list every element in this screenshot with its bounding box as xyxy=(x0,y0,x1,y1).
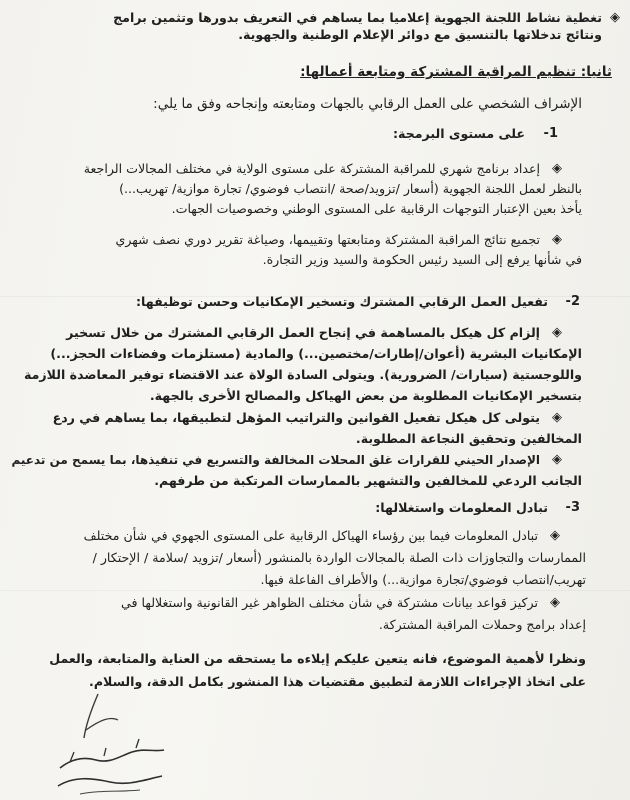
bullet-line: تركيز قواعد بيانات مشتركة في شأن مختلف الظواهر غير القانونية واستغلالها في xyxy=(121,595,538,610)
item-heading: على مستوى البرمجة: xyxy=(392,126,525,141)
bullet-icon: ◈ xyxy=(552,161,562,176)
bullet-icon: ◈ xyxy=(550,595,560,610)
bullet-line: يتولى كل هيكل تفعيل القوانين والتراتيب المؤهل لتطبيقها، بما يساهم في ردع xyxy=(52,410,540,425)
bullet-line: بتسخير الإمكانيات المطلوبة من بعض الهياكل والمصالح الأخرى بالجهة. xyxy=(149,388,582,403)
bullet-line: إعداد برنامج شهري للمراقبة المشتركة على مستوى الولاية في مختلف المجالات الراجعة xyxy=(83,161,540,176)
closing-line: على اتخاذ الإجراءات اللازمة لتطبيق مقتضيات هذا المنشور بكامل الدقة، والسلام. xyxy=(89,674,586,689)
bullet-line: واللوجستية (سيارات/ الضرورية). ويتولى السادة الولاة عند الاقتضاء توفير المعاضدة اللازمة xyxy=(24,367,582,382)
item-number: -2 xyxy=(565,294,580,309)
bullet-icon: ◈ xyxy=(552,410,562,425)
signature-image xyxy=(40,690,200,800)
intro-line: تغطية نشاط اللجنة الجهوية إعلاميا بما يساهم في التعريف بدورها وتثمين برامج xyxy=(113,10,602,25)
bullet-line: المخالفين وتحقيق النجاعة المطلوبة. xyxy=(355,431,582,446)
bullet-line: تبادل المعلومات فيما بين رؤساء الهياكل الرقابية على المستوى الجهوي في شأن مختلف xyxy=(83,528,538,543)
bullet-icon: ◈ xyxy=(610,10,620,25)
bullet-line: الجانب الردعي للمخالفين والتشهير بالممارسات المرتكبة من طرفهم. xyxy=(154,473,582,488)
bullet-line: الإصدار الحيني للقرارات غلق المحلات المخالفة والتسريع في تنفيذها، بما يسمح من تدعيم xyxy=(11,453,540,467)
bullet-line: إلزام كل هيكل بالمساهمة في إنجاح العمل الرقابي المشترك من خلال تسخير xyxy=(66,325,540,340)
bullet-icon: ◈ xyxy=(550,528,560,543)
item-heading: تبادل المعلومات واستغلالها: xyxy=(375,500,548,515)
bullet-line: يأخذ بعين الإعتبار التوجهات الرقابية على المستوى الوطني وخصوصيات الجهات. xyxy=(171,201,582,216)
item-number: -1 xyxy=(543,126,558,141)
section-title: ثانيا: تنظيم المراقبة المشتركة ومتابعة أعمالها: xyxy=(300,64,612,80)
closing-line: ونظرا لأهمية الموضوع، فانه يتعين عليكم إيلاءه ما يستحقه من العناية والمتابعة، والعمل xyxy=(49,651,586,666)
bullet-line: في شأنها يرفع إلى السيد رئيس الحكومة والسيد وزير التجارة. xyxy=(262,252,582,267)
item-number: -3 xyxy=(565,500,580,515)
bullet-line: تهريب/انتصاب فوضوي/تجارة موازية...) والأطراف الفاعلة فيها. xyxy=(260,572,586,587)
bullet-line: بالنظر لعمل اللجنة الجهوية (أسعار /تزويد/صحة /انتصاب فوضوي/ تجارة موازية/ تهريب...) xyxy=(119,181,582,196)
bullet-line: تجميع نتائج المراقبة المشتركة ومتابعتها وتقييمها، وصياغة تقرير دوري نصف شهري xyxy=(115,232,540,247)
bullet-icon: ◈ xyxy=(552,232,562,247)
item-heading: تفعيل العمل الرقابي المشترك وتسخير الإمكانيات وحسن توظيفها: xyxy=(135,294,548,309)
bullet-line: إعداد برامج وحملات المراقبة المشتركة. xyxy=(378,617,586,632)
bullet-icon: ◈ xyxy=(552,325,562,340)
section-lead: الإشراف الشخصي على العمل الرقابي بالجهات ومتابعته وإنجاحه وفق ما يلي: xyxy=(153,96,582,112)
bullet-line: الإمكانيات البشرية (أعوان/إطارات/مختصين...) والمادية (مستلزمات وفضاءات الحجز...) xyxy=(50,346,582,361)
bullet-line: الممارسات والتجاوزات ذات الصلة بالمجالات الواردة بالمنشور (أسعار /تزويد /سلامة / الإحتكار / xyxy=(92,550,586,565)
bullet-icon: ◈ xyxy=(552,452,562,467)
intro-line: ونتائج تدخلاتها بالتنسيق مع دوائر الإعلام الوطنية والجهوية. xyxy=(238,27,602,42)
